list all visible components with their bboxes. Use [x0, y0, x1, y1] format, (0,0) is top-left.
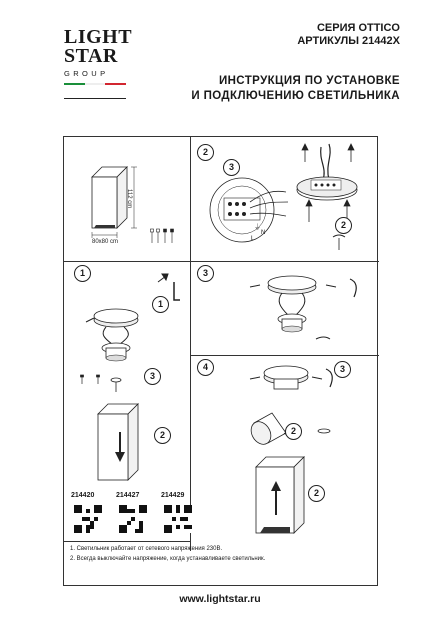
logo-text-group: GROUP: [64, 69, 109, 78]
article-number-3: 214429: [161, 492, 185, 499]
step1-illustration: [76, 272, 188, 542]
step-number-1: 1: [74, 265, 91, 282]
article-number-1: 214420: [71, 492, 95, 499]
step-number-4: 4: [197, 359, 214, 376]
ground-symbol: ⏚: [254, 224, 261, 231]
series-title: СЕРИЯ OTTICO: [316, 22, 400, 34]
dimension-height-label: 112 cm: [126, 189, 132, 209]
callout-3-step1: 3: [144, 368, 161, 385]
qr-code-1[interactable]: [74, 505, 102, 533]
note-2: 2. Всегда выключайте напряжение, когда устанавливаете светильник.: [70, 556, 266, 562]
callout-2-step4-cube: 2: [308, 485, 325, 502]
callout-2-wiring: 2: [335, 217, 352, 234]
step-number-3: 3: [197, 265, 214, 282]
ceiling-mount-plate: [289, 142, 374, 257]
logo-text-light: LIGHT: [64, 26, 133, 48]
instruction-frame: [63, 136, 378, 586]
brand-logo: [64, 26, 133, 101]
step4-illustration: [214, 363, 364, 543]
divider-horizontal-mid: [190, 355, 379, 356]
wiring-diagram: [204, 172, 294, 257]
series-block: [297, 22, 400, 48]
step-number-2-top: 2: [197, 144, 214, 161]
italian-flag-stripe: [64, 83, 126, 85]
step3-illustration: [224, 269, 374, 354]
live-symbol: L: [251, 236, 255, 242]
website-link[interactable]: www.lightstar.ru: [179, 593, 261, 605]
callout-2-step1: 2: [154, 427, 171, 444]
safety-notes: [70, 544, 370, 564]
articles-title: АРТИКУЛЫ 21442X: [297, 35, 400, 47]
instruction-line-1: ИНСТРУКЦИЯ ПО УСТАНОВКЕ: [218, 75, 400, 87]
callout-3-step4: 3: [334, 361, 351, 378]
logo-bracket: [64, 88, 126, 99]
callout-3-wiring: 3: [223, 159, 240, 176]
instruction-title: [191, 74, 400, 104]
note-1: 1. Светильник работает от сетевого напряжения 230В.: [70, 546, 223, 552]
qr-code-2[interactable]: [119, 505, 147, 533]
qr-code-3[interactable]: [164, 505, 192, 533]
instruction-line-2: И ПОДКЛЮЧЕНИЮ СВЕТИЛЬНИКА: [191, 90, 400, 102]
divider-vertical-top: [190, 137, 191, 261]
divider-horizontal-top: [64, 261, 379, 262]
article-number-2: 214427: [116, 492, 140, 499]
callout-1-step1: 1: [152, 296, 169, 313]
neutral-symbol: N: [261, 230, 266, 236]
dimension-base-label: 80x80 cm: [92, 239, 119, 245]
logo-text-star: STAR: [64, 45, 118, 67]
callout-2-step4-bulb: 2: [285, 423, 302, 440]
